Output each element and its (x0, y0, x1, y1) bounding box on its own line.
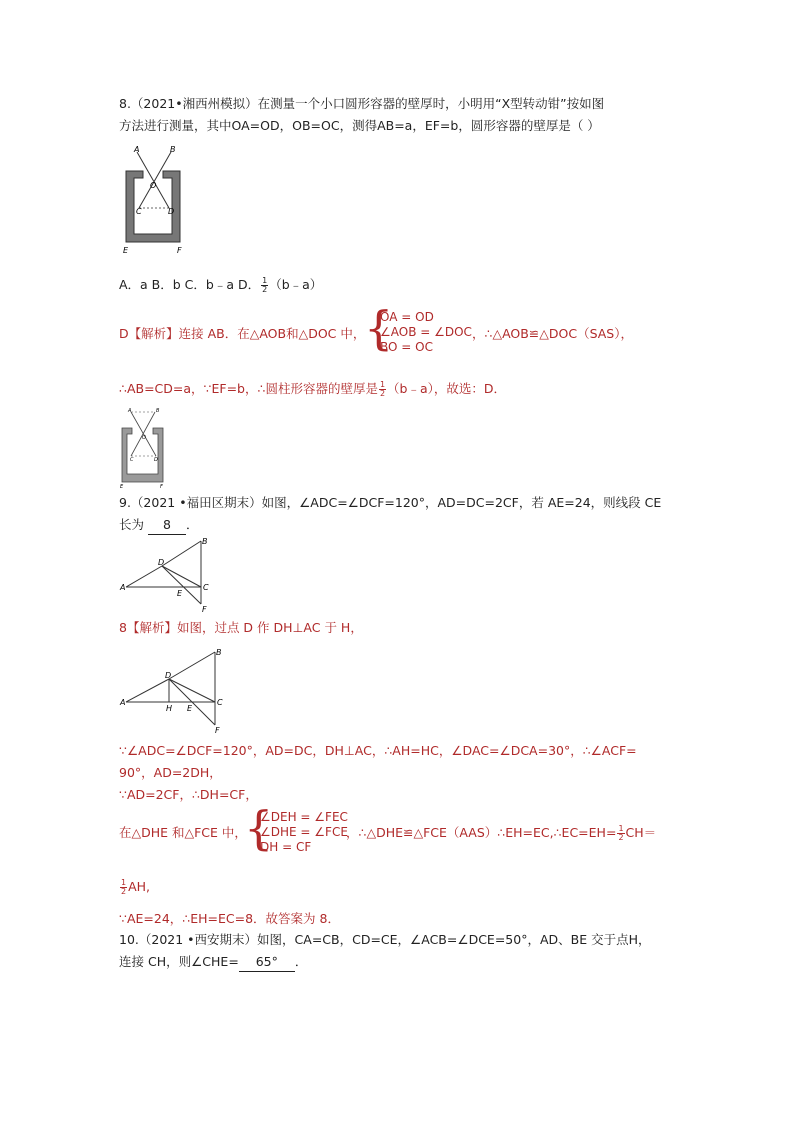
q8-ans2-fraction (379, 381, 386, 398)
q9s-label-a: A (120, 698, 126, 707)
q9-solution-line2: ∵∠ADC=∠DCF=120°，AD=DC，DH⊥AC，∴AH=HC，∠DAC=∠DCA=30°，∴∠ACF= (119, 743, 637, 758)
q8s-label-f: F (160, 484, 163, 488)
q9-sol6-fraction (120, 879, 127, 896)
q9-sys-row3: DH = CF (260, 840, 312, 854)
q9-equation-system (244, 801, 360, 856)
q9-line2-a: 长为 (119, 517, 148, 532)
q9-line2-b: ． (185, 517, 199, 532)
q10-line2-b: ． (294, 954, 308, 969)
q8-ans2-a: ∴AB=CD=a，∵EF=b，∴圆柱形容器的壁厚是 (119, 381, 378, 396)
q9-solution-line7: ∵AE=24，∴EH=EC=8．故答案为 8． (119, 911, 340, 926)
q8-optd-den: 2 (262, 285, 268, 294)
q8-solution-figure (118, 408, 170, 488)
q8-figure (119, 143, 191, 255)
q8-label-c: C (136, 207, 142, 216)
q9s-label-h: H (166, 704, 173, 713)
q8-options-text: A．a B．b C．b﹣a D． (119, 277, 261, 292)
q9-label-a: A (120, 583, 126, 592)
q8-sys-row2: ∠AOB = ∠DOC (380, 325, 472, 339)
q9-sys-row1: ∠DEH = ∠FEC (260, 810, 348, 824)
q8s-label-b: B (156, 408, 160, 414)
q9-sol6-num: 1 (121, 878, 127, 887)
q9-solution-line4: ∵AD=2CF，∴DH=CF， (119, 787, 258, 802)
q9-solution-line5-prefix: 在△DHE 和△FCE 中， (119, 825, 247, 840)
q9-sol5-fraction (617, 825, 624, 842)
q9s-label-f: F (215, 726, 220, 735)
q9-solution-line3: 90°，AD=2DH， (119, 765, 222, 780)
q9-line2 (119, 516, 199, 535)
q9s-label-d: D (165, 671, 172, 680)
q9-sys-row2: ∠DHE = ∠FCE (260, 825, 348, 839)
q8s-label-o: O (142, 435, 146, 441)
q10-line1: 10.（2021 •西安期末）如图，CA=CB，CD=CE，∠ACB=∠DCE=50°，AD、BE 交于点H， (119, 932, 651, 947)
q9-solution-figure (119, 645, 227, 737)
q8-sys-row3: BO = OC (380, 340, 433, 354)
q8-ans2-den: 2 (379, 389, 386, 398)
q8-ans2-num: 1 (379, 380, 386, 389)
q9-label-c: C (203, 583, 209, 592)
q9-sol5-den: 2 (618, 833, 624, 842)
q9-sol6-end: AH, (128, 879, 151, 894)
q8-sys-row1: OA = OD (380, 310, 434, 324)
q8-answer-line2 (119, 380, 506, 398)
q9-sol5-end: CH＝ (625, 825, 657, 840)
q8-optd-rest: （b﹣a） (269, 277, 323, 292)
q8-options (119, 276, 322, 294)
q8-label-b: B (170, 145, 176, 154)
q10-answer-blank: 65° (239, 953, 295, 972)
q9-solution-line5 (346, 824, 656, 842)
q8-answer-prefix: D【解析】连接 AB．在△AOB和△DOC 中， (119, 326, 366, 341)
q8s-label-d: D (154, 457, 158, 463)
q9-answer-blank: 8 (148, 516, 186, 535)
q9-label-e: E (177, 589, 183, 598)
q9-solution-line1: 8【解析】如图，过点 D 作 DH⊥AC 于 H， (119, 620, 363, 635)
q8-optd-num: 1 (262, 276, 268, 285)
q8s-label-e: E (120, 484, 124, 488)
q8-brace: { (364, 301, 394, 355)
q10-line2-a: 连接 CH，则∠CHE= (119, 954, 239, 969)
q9-sol6-den: 2 (121, 887, 127, 896)
q8-line2: 方法进行测量，其中OA=OD，OB=OC，测得AB=a，EF=b，圆形容器的壁厚是（ ） (119, 118, 600, 133)
q8-answer-after: ，∴△AOB≌△DOC（SAS）， (472, 326, 633, 341)
q8-line1: 8.（2021•湘西州模拟）在测量一个小口圆形容器的壁厚时，小明用“X型转动钳”按如图 (119, 96, 605, 111)
q9-label-b: B (202, 537, 208, 546)
q9s-label-c: C (217, 698, 223, 707)
q8-ans2-b: （b﹣a），故选：D． (387, 381, 507, 396)
q9-label-f: F (202, 605, 207, 614)
q9-label-d: D (158, 558, 165, 567)
q9-sol5-num: 1 (618, 824, 624, 833)
q8s-label-a: A (128, 408, 132, 414)
q9-sol5-after: ，∴△DHE≌△FCE（AAS）∴EH=EC,∴EC=EH= (346, 825, 617, 840)
q8-label-f: F (177, 246, 182, 255)
q9-figure (119, 536, 215, 616)
q8-label-a: A (134, 145, 140, 154)
q8-optd-fraction (261, 277, 268, 294)
q8-label-d: D (168, 207, 175, 216)
q8s-label-c: C (130, 457, 134, 463)
q10-line2 (119, 953, 307, 972)
q8-label-e: E (123, 246, 129, 255)
q9-solution-line6 (119, 878, 150, 896)
q9-brace: { (244, 801, 274, 855)
q8-label-o: O (150, 181, 157, 190)
q9s-label-b: B (216, 648, 222, 657)
q9s-label-e: E (187, 704, 193, 713)
q9-line1: 9.（2021 •福田区期末）如图，∠ADC=∠DCF=120°，AD=DC=2CF，若 AE=24，则线段 CE (119, 495, 662, 510)
